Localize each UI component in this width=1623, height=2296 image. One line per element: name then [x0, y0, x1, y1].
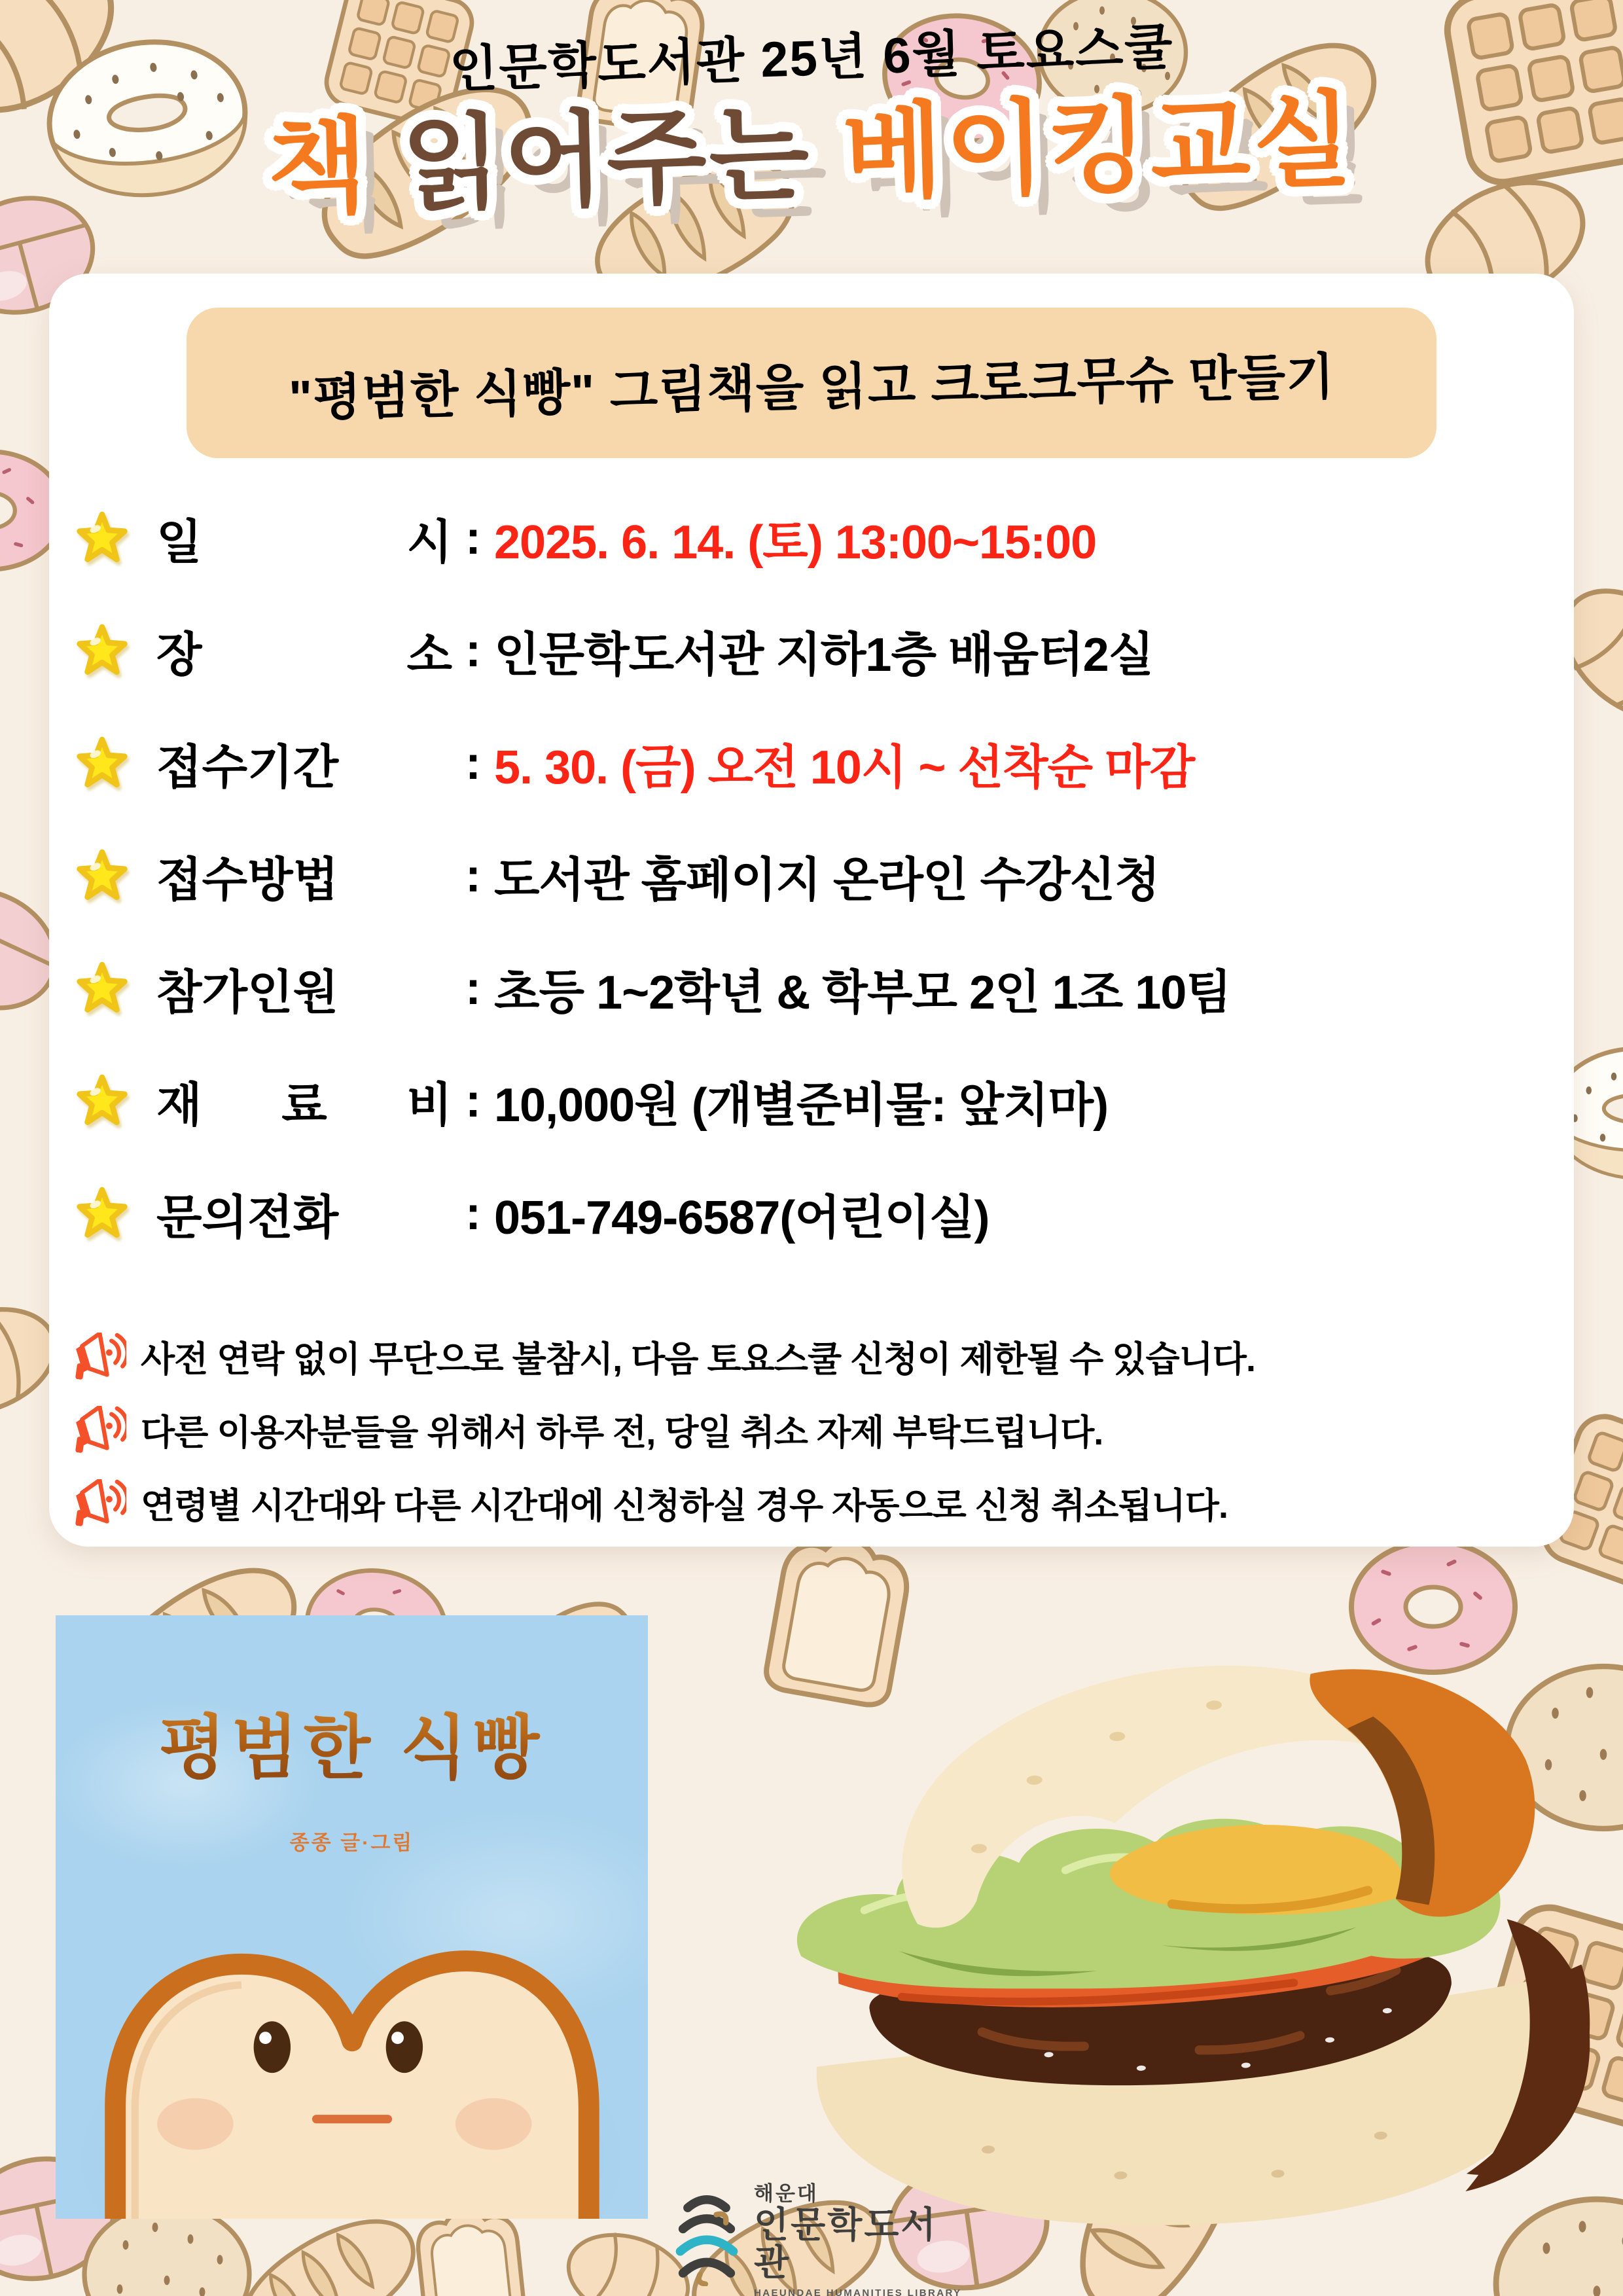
title-part-tail: 베이킹교실 [841, 82, 1357, 211]
detail-label: 접수방법 [156, 854, 339, 906]
detail-separator: : [452, 624, 494, 677]
star-bullet-icon [74, 960, 130, 1016]
bread-character-illustration [97, 1902, 607, 2219]
event-details-list [74, 482, 1553, 1270]
library-logo [673, 2177, 974, 2296]
detail-value: 2025. 6. 14. (토) 13:00~15:00 [493, 516, 1097, 569]
detail-row-datetime [74, 482, 1553, 594]
book-cover [56, 1615, 648, 2219]
title-part-book: 책 [266, 108, 372, 226]
star-bullet-icon [74, 735, 130, 791]
detail-separator: : [452, 737, 494, 789]
notice-text: 사전 연락 없이 무단으로 불참시, 다음 토요스쿨 신청이 제한될 수 있습니다. [141, 1339, 1255, 1379]
detail-row-location [74, 594, 1553, 707]
detail-value: 10,000원 (개별준비물: 앞치마) [493, 1079, 1109, 1132]
notice-item [63, 1319, 1562, 1393]
logo-subtitle: HAEUNDAE HUMANITIES LIBRARY [754, 2287, 962, 2296]
notice-item [63, 1393, 1562, 1466]
book-cover-author: 종종 글·그림 [289, 1831, 414, 1854]
megaphone-icon [63, 1406, 126, 1453]
detail-separator: : [452, 512, 494, 564]
notice-item [63, 1466, 1562, 1539]
detail-separator: : [452, 1075, 494, 1127]
detail-label: 참가인원 [156, 967, 339, 1019]
logo-region: 해운대 [754, 2182, 819, 2205]
detail-row-registration-period [74, 707, 1553, 819]
notice-text: 다른 이용자분들을 위해서 하루 전, 당일 취소 자제 부탁드립니다. [141, 1412, 1103, 1452]
poster-subtitle: 인문학도서관 25년 6월 토요스쿨 [448, 19, 1175, 98]
star-bullet-icon [74, 1185, 130, 1242]
title-part-mid: 읽어주는 [400, 97, 813, 223]
detail-row-participants [74, 932, 1553, 1045]
detail-value: 051-749-6587(어린이실) [493, 1192, 990, 1244]
detail-row-fee [74, 1045, 1553, 1157]
info-card [49, 274, 1574, 1547]
megaphone-icon [63, 1479, 126, 1526]
star-bullet-icon [74, 1073, 130, 1129]
detail-value: 도서관 홈페이지 온라인 수강신청 [493, 854, 1160, 906]
event-banner-text: "평범한 식빵" 그림책을 읽고 크로크무슈 만들기 [288, 348, 1336, 427]
detail-value: 초등 1~2학년 & 학부모 2인 1조 10팀 [493, 967, 1231, 1019]
detail-label: 일 시 [156, 516, 452, 569]
detail-label: 문의전화 [156, 1192, 339, 1244]
detail-label: 접수기간 [156, 742, 339, 794]
detail-value: 인문학도서관 지하1층 배움터2실 [493, 629, 1154, 681]
library-logo-mark-icon [673, 2189, 741, 2286]
detail-row-phone [74, 1157, 1553, 1270]
megaphone-icon [63, 1333, 126, 1380]
detail-separator: : [452, 850, 494, 902]
detail-label: 장 소 [156, 629, 452, 681]
detail-separator: : [452, 962, 494, 1014]
book-cover-title: 평범한 식빵 [56, 1693, 648, 1792]
star-bullet-icon [74, 848, 130, 904]
library-logo-text [754, 2177, 974, 2296]
detail-separator: : [452, 1187, 494, 1240]
notice-list [63, 1319, 1562, 1539]
star-bullet-icon [74, 622, 130, 679]
detail-row-registration-method [74, 819, 1553, 932]
event-banner [187, 308, 1436, 458]
detail-label: 재 료 비 [156, 1079, 452, 1132]
star-bullet-icon [74, 510, 130, 566]
logo-name: 인문학도서관 [754, 2204, 938, 2283]
notice-text: 연령별 시간대와 다른 시간대에 신청하실 경우 자동으로 신청 취소됩니다. [141, 1486, 1228, 1526]
detail-value: 5. 30. (금) 오전 10시 ~ 선착순 마감 [493, 742, 1195, 794]
